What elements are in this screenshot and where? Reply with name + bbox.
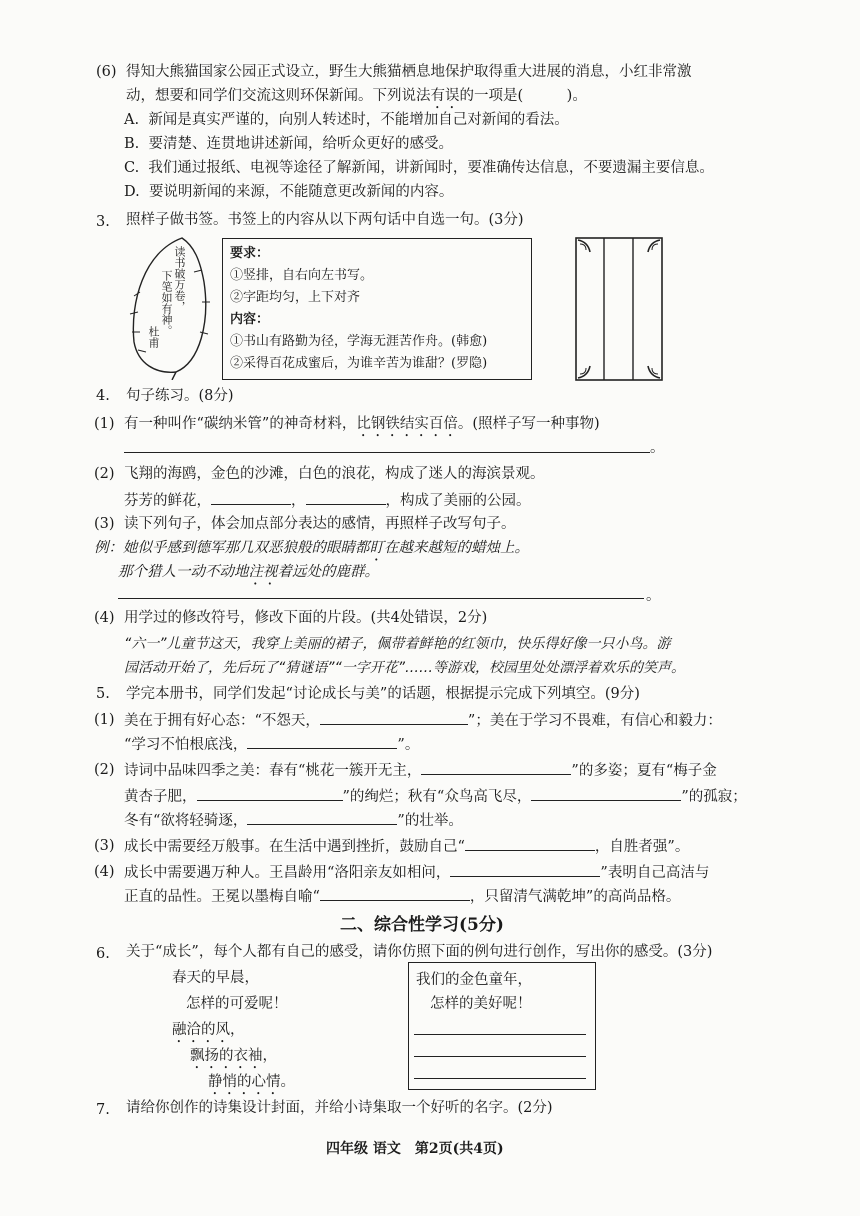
q5-2-number: (2) xyxy=(94,762,115,778)
q4-3-example: 例：她似乎感到德军那几双恶狼般的眼睛都盯在越来越短的蜡烛上。 xyxy=(94,540,529,556)
content-item-2: ②采得百花成蜜后，为谁辛苦为谁甜？(罗隐) xyxy=(230,356,488,371)
q4-1-number: (1) xyxy=(94,416,115,432)
q4-2-fill: 芬芳的鲜花， ， ，构成了美丽的公园。 xyxy=(124,490,531,511)
q5-1-line2: “学习不怕根底浅， ”。 xyxy=(124,734,419,755)
q7-stem: 请给你创作的诗集设计封面，并给小诗集取一个好听的名字。(2分) xyxy=(126,1100,553,1116)
q5-3-number: (3) xyxy=(94,838,115,854)
q5-2-line2: 黄杏子肥， ”的绚烂；秋有“众鸟高飞尽， ”的孤寂； xyxy=(124,786,747,807)
answer-blank[interactable] xyxy=(465,836,595,851)
answer-blank[interactable] xyxy=(247,810,397,825)
emphasis-dots: 有误 xyxy=(430,88,460,104)
emphasis-dots: 盯 xyxy=(369,540,384,556)
q6-number: (6) xyxy=(96,64,117,80)
answer-blank[interactable] xyxy=(247,734,397,749)
q5-4-line2: 正直的品性。王冕以墨梅自喻“ ，只留清气满乾坤”的高尚品格。 xyxy=(124,886,680,907)
emphasis-dots: 飘扬的衣袖， xyxy=(190,1048,277,1064)
poem-example-line4 xyxy=(190,1046,277,1072)
emphasis-dots: 融洽的风， xyxy=(172,1022,245,1038)
poem-answer-line[interactable] xyxy=(414,1056,586,1057)
req-item-1: ①竖排，自右向左书写。 xyxy=(230,268,374,283)
poem-answer-line[interactable] xyxy=(414,1034,586,1035)
content-item-1: ①书山有路勤为径，学海无涯苦作舟。(韩愈) xyxy=(230,334,488,349)
q3-stem: 照样子做书签。书签上的内容从以下两句话中自选一句。(3分) xyxy=(126,212,524,228)
q5-2-line1: 诗词中品味四季之美：春有“桃花一簇开无主， ”的多姿；夏有“梅子金 xyxy=(124,760,717,781)
answer-blank[interactable] xyxy=(306,490,386,505)
q4-4-paragraph-line2: 园活动开始了，先后玩了“猜谜语”“一字开花”……等游戏，校园里处处漂浮着欢乐的笑声。 xyxy=(124,660,686,676)
poem-box-line2: 怎样的美好呢！ xyxy=(430,996,532,1012)
content-title: 内容： xyxy=(230,312,270,327)
leaf-poem-col1: 读书破万卷， xyxy=(173,246,186,312)
poem-example-line1: 春天的早晨， xyxy=(172,970,259,986)
answer-blank[interactable] xyxy=(450,862,600,877)
poem-example-line5 xyxy=(208,1072,295,1098)
q4-4-paragraph-line1: “六一”儿童节这天，我穿上美丽的裙子，佩带着鲜艳的红领巾，快乐得好像一只小鸟。游 xyxy=(124,636,671,652)
poem-example-line2: 怎样的可爱呢！ xyxy=(186,996,288,1012)
answer-blank[interactable] xyxy=(320,710,468,725)
answer-line-q4-1[interactable] xyxy=(124,452,650,453)
q6-stem-line1: 得知大熊猫国家公园正式设立，野生大熊猫栖息地保护取得重大进展的消息，小红非常激 xyxy=(126,64,692,80)
answer-line-q4-3[interactable] xyxy=(118,598,644,599)
q4-2-example: 飞翔的海鸥，金色的沙滩，白色的浪花，构成了迷人的海滨景观。 xyxy=(124,466,545,482)
answer-blank[interactable] xyxy=(320,886,470,901)
section-title: 二、综合性学习(5分) xyxy=(340,915,504,935)
q4-3-text: 读下列句子，体会加点部分表达的感情，再照样子改写句子。 xyxy=(124,516,516,532)
q4-1-text: 有一种叫作“碳纳米管”的神奇材料，比钢铁结实百倍。(照样子写一种事物) xyxy=(124,416,600,432)
leaf-poem-author: 杜甫 xyxy=(147,326,160,348)
poem-box-line1: 我们的金色童年， xyxy=(416,972,532,988)
page-footer: 四年级 语文 第2页(共4页) xyxy=(326,1141,504,1157)
q6b-number: 6. xyxy=(96,946,110,962)
emphasis-dots: 静悄的心情。 xyxy=(208,1074,295,1090)
q5-1-line1: 美在于拥有好心态：“不怨天， ”；美在于学习不畏难，有信心和毅力： xyxy=(124,710,722,731)
q7-number: 7. xyxy=(96,1102,110,1118)
q3-number: 3. xyxy=(96,214,110,230)
answer-blank[interactable] xyxy=(531,786,681,801)
q6-option-b: B. 要清楚、连贯地讲述新闻，给听众更好的感受。 xyxy=(124,136,453,152)
q4-3-number: (3) xyxy=(94,516,115,532)
req-title: 要求： xyxy=(230,246,270,261)
q4-4-number: (4) xyxy=(94,610,115,626)
q5-3-line: 成长中需要经万般事。在生活中遇到挫折，鼓励自己“ ，自胜者强”。 xyxy=(124,836,689,857)
answer-blank[interactable] xyxy=(197,786,343,801)
q5-1-number: (1) xyxy=(94,712,115,728)
q4-3-period: 。 xyxy=(646,588,661,604)
leaf-poem-col2: 下笔如有神。 xyxy=(160,270,173,336)
poem-answer-line[interactable] xyxy=(414,1078,586,1079)
q5-number: 5. xyxy=(96,686,110,702)
poem-example-line3 xyxy=(172,1020,245,1046)
q5-4-number: (4) xyxy=(94,864,115,880)
q6-option-c: C. 我们通过报纸、电视等途径了解新闻，讲新闻时，要准确传达信息，不要遗漏主要信息。 xyxy=(124,160,714,176)
bookmark-frame-icon xyxy=(574,236,664,382)
q6b-stem: 关于“成长”，每个人都有自己的感受，请你仿照下面的例句进行创作，写出你的感受。(3分) xyxy=(126,944,713,960)
q6-stem-line2: 动，想要和同学们交流这则环保新闻。下列说法有误的一项是( )。 xyxy=(126,88,587,104)
answer-blank[interactable] xyxy=(421,760,571,775)
q4-stem: 句子练习。(8分) xyxy=(126,388,234,404)
q5-stem: 学完本册书，同学们发起“讨论成长与美”的话题，根据提示完成下列填空。(9分) xyxy=(126,686,640,702)
emphasis-dots: 注视 xyxy=(248,564,278,580)
q5-4-line1: 成长中需要遇万种人。王昌龄用“洛阳亲友如相问， ”表明自己高洁与 xyxy=(124,862,709,883)
q4-number: 4. xyxy=(96,388,110,404)
q6-option-d: D. 要说明新闻的来源，不能随意更改新闻的内容。 xyxy=(124,184,454,200)
emphasis-dots: 比钢铁结实百倍 xyxy=(356,416,458,432)
answer-blank[interactable] xyxy=(211,490,291,505)
q4-3-question: 那个猎人一动不动地注视着远处的鹿群。 xyxy=(118,564,379,580)
q4-4-text: 用学过的修改符号，修改下面的片段。(共4处错误，2分) xyxy=(124,610,488,626)
q4-2-number: (2) xyxy=(94,466,115,482)
q4-1-period: 。 xyxy=(650,440,665,456)
req-item-2: ②字距均匀，上下对齐 xyxy=(230,290,361,305)
q6-option-a: A. 新闻是真实严谨的，向别人转述时，不能增加自己对新闻的看法。 xyxy=(124,112,569,128)
q5-2-line3: 冬有“欲将轻骑逐， ”的壮举。 xyxy=(124,810,463,831)
